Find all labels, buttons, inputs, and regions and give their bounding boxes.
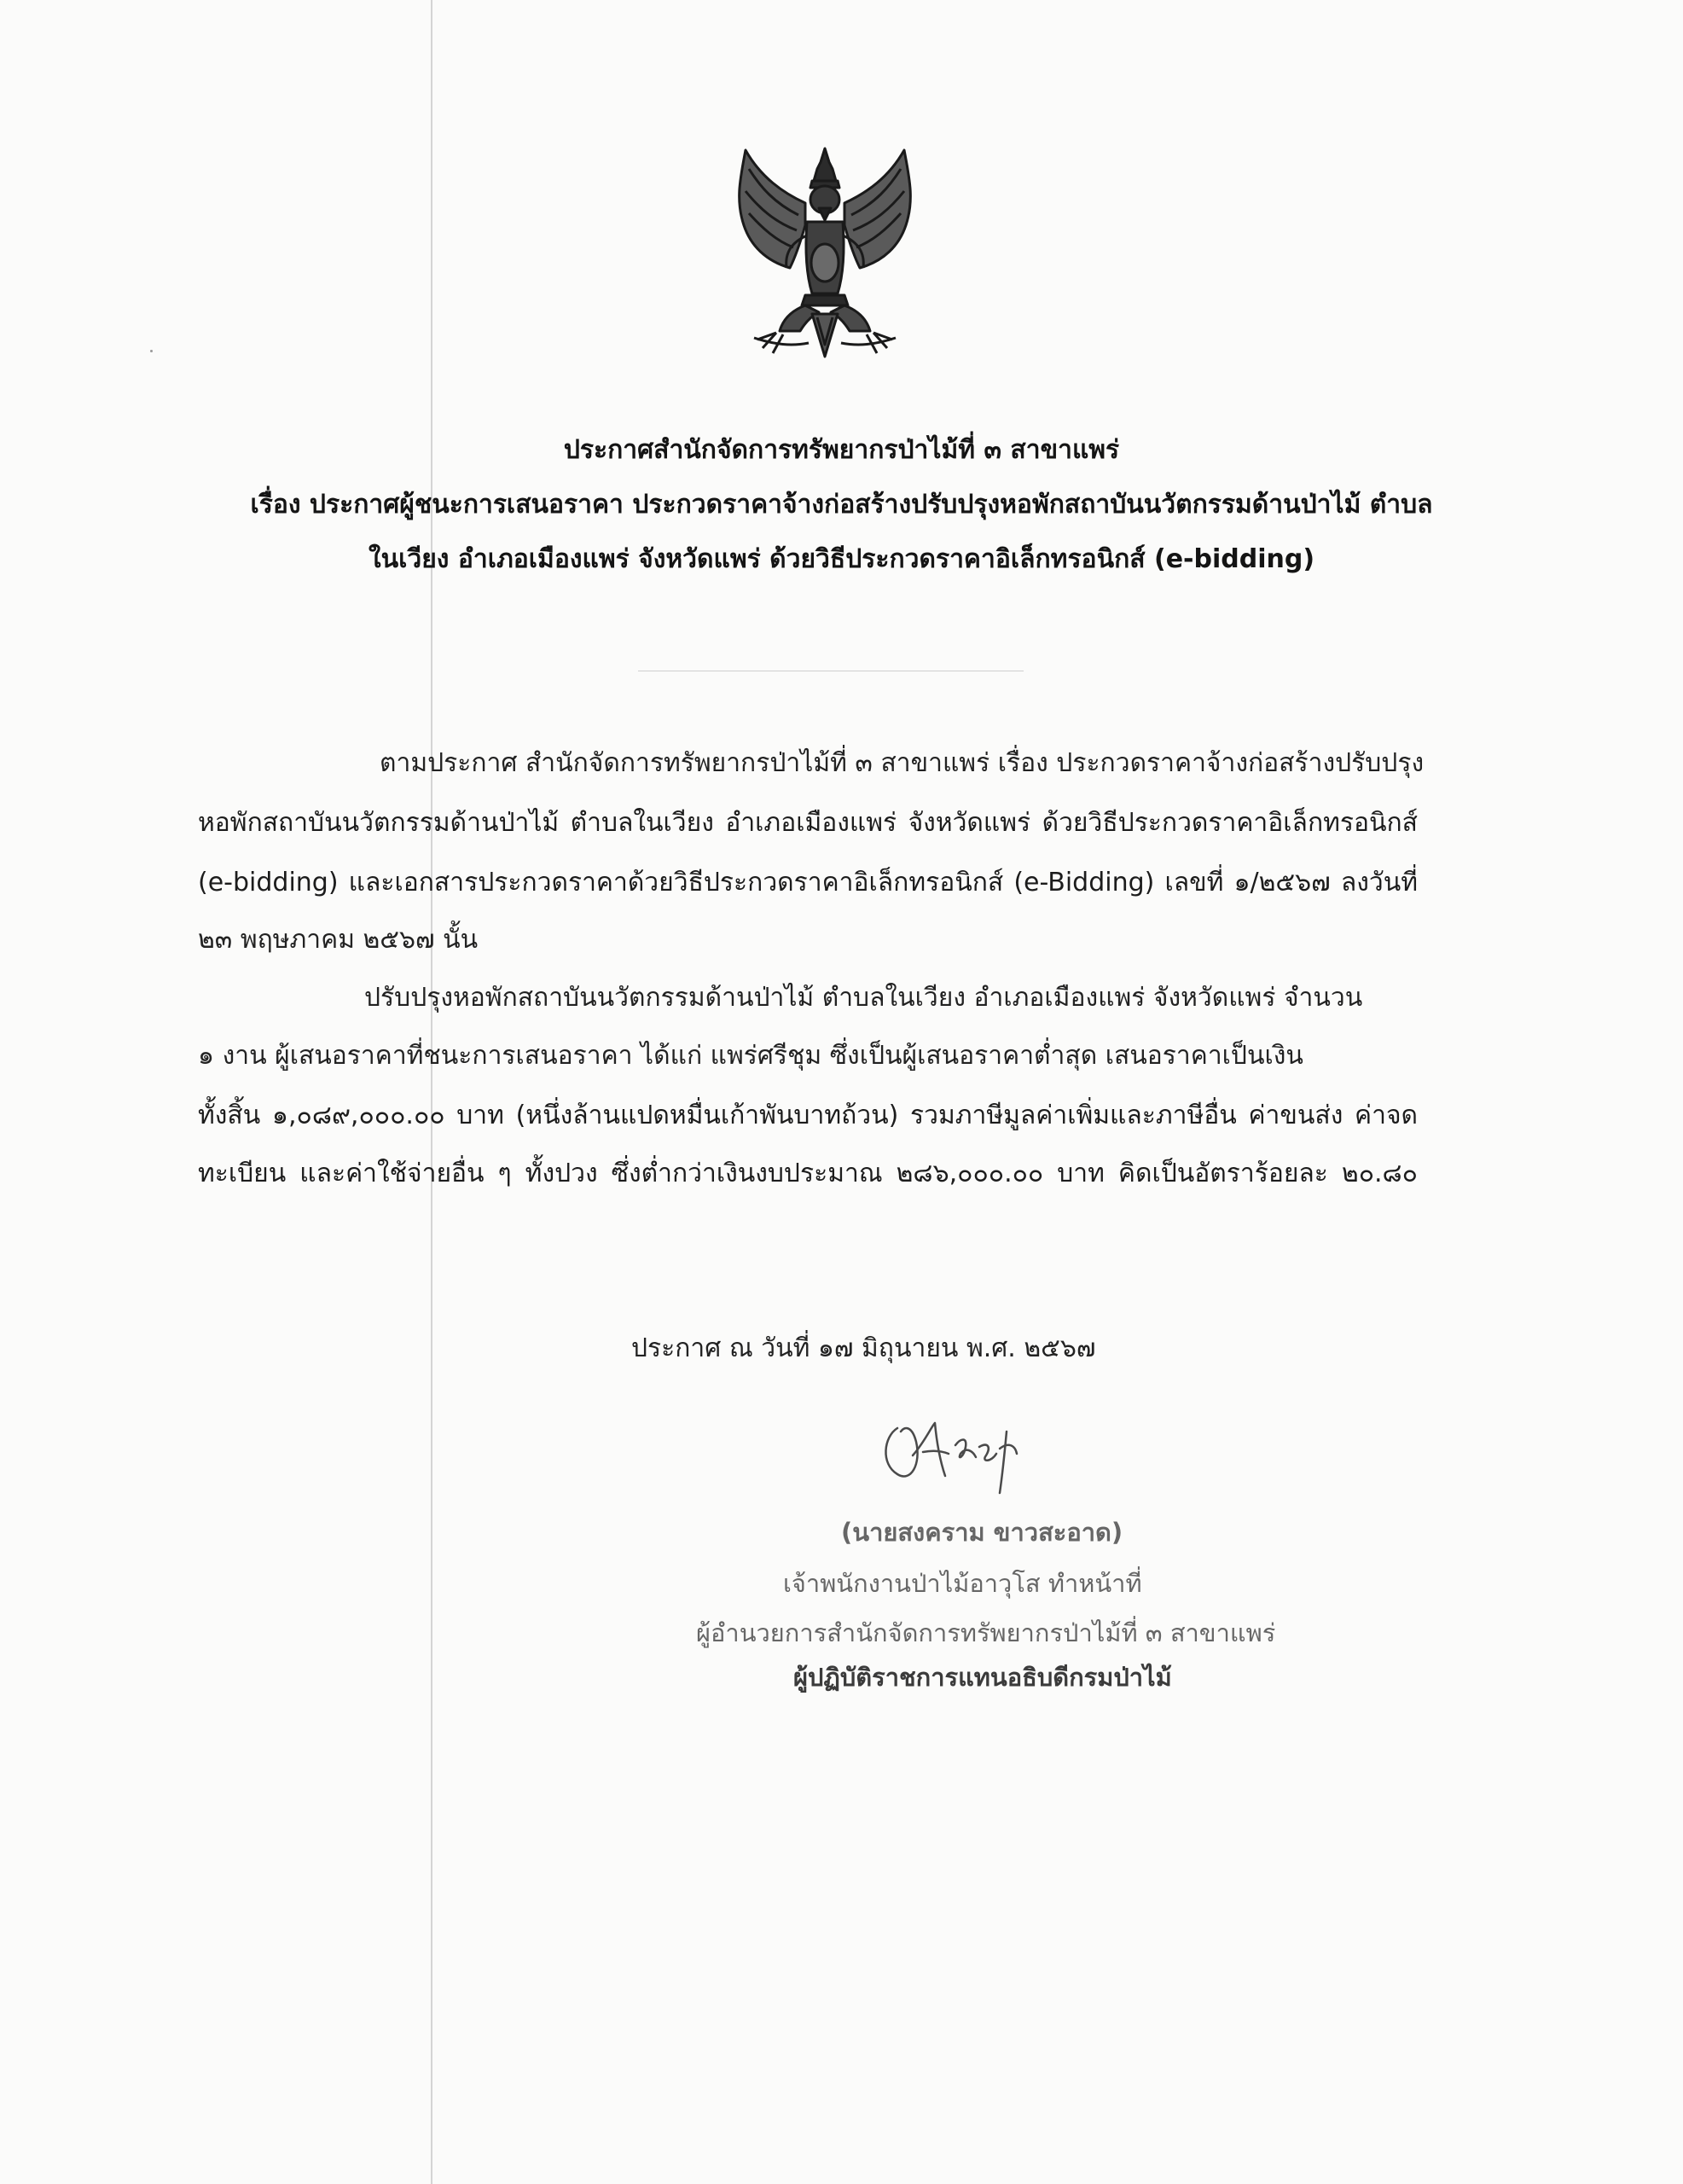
paragraph-1-line-2: หอพักสถาบันนวัตกรรมด้านป่าไม้ ตำบลในเวียง อำเภอเมืองแพร่ จังหวัดแพร่ ด้วยวิธีประกวดราคาอิเล็กทรอนิกส์	[198, 808, 1418, 838]
signer-role: ผู้อำนวยการสำนักจัดการทรัพยากรป่าไม้ที่ ๓ สาขาแพร่	[696, 1618, 1276, 1647]
paragraph-2-line-3-wrap	[198, 1103, 1418, 1129]
paragraph-2-line-2: ๑ งาน ผู้เสนอราคาที่ชนะการเสนอราคา ได้แก่ แพร่ศรีชุม ซึ่งเป็นผู้เสนอราคาต่ำสุด เสนอราคาเป็นเงิน	[198, 1041, 1303, 1071]
announcement-title: ประกาศสำนักจัดการทรัพยากรป่าไม้ที่ ๓ สาขาแพร่	[563, 435, 1120, 465]
paragraph-1-line-1: ตามประกาศ สำนักจัดการทรัพยากรป่าไม้ที่ ๓ สาขาแพร่ เรื่อง ประกวดราคาจ้างก่อสร้างปรับปรุง	[380, 748, 1425, 778]
garuda-emblem-icon	[723, 143, 926, 367]
announcement-subject-continued: ในเวียง อำเภอเมืองแพร่ จังหวัดแพร่ ด้วยวิธีประกวดราคาอิเล็กทรอนิกส์ (e-bidding)	[368, 544, 1315, 574]
paragraph-2-line-4: ทะเบียน และค่าใช้จ่ายอื่น ๆ ทั้งปวง ซึ่งต่ำกว่าเงินงบประมาณ ๒๘๖,๐๐๐.๐๐ บาท คิดเป็นอัตราร้อยละ ๒๐.๘๐	[198, 1159, 1418, 1188]
paragraph-2-line-4-wrap	[198, 1161, 1418, 1187]
paragraph-2-line-3: ทั้งสิ้น ๑,๐๘๙,๐๐๐.๐๐ บาท (หนึ่งล้านแปดหมื่นเก้าพันบาทถ้วน) รวมภาษีมูลค่าเพิ่มและภาษีอื่น ค่าขนส่ง ค่าจด	[198, 1101, 1418, 1130]
signer-name: (นายสงคราม ขาวสะอาด)	[841, 1518, 1123, 1547]
signer-position: เจ้าพนักงานป่าไม้อาวุโส ทำหน้าที่	[783, 1569, 1142, 1598]
paragraph-1-line-4: ๒๓ พฤษภาคม ๒๕๖๗ นั้น	[198, 925, 479, 955]
paragraph-1-line-3: (e-bidding) และเอกสารประกวดราคาด้วยวิธีประกวดราคาอิเล็กทรอนิกส์ (e-Bidding) เลขที่ ๑/๒๕๖๗ ลงวันที่	[198, 868, 1418, 897]
paragraph-1-line-2-wrap	[198, 810, 1418, 836]
signer-acting-stamp: ผู้ปฏิบัติราชการแทนอธิบดีกรมป่าไม้	[793, 1663, 1172, 1692]
scan-fold-line	[431, 0, 432, 2184]
paragraph-1-line-3-wrap	[198, 870, 1418, 896]
announcement-subject: เรื่อง ประกาศผู้ชนะการเสนอราคา ประกวดราคาจ้างก่อสร้างปรับปรุงหอพักสถาบันนวัตกรรมด้านป่าไม้ ตำบล	[250, 490, 1433, 520]
announcement-date: ประกาศ ณ วันที่ ๑๗ มิถุนายน พ.ศ. ๒๕๖๗	[631, 1333, 1096, 1363]
paragraph-2-line-1: ปรับปรุงหอพักสถาบันนวัตกรรมด้านป่าไม้ ตำบลในเวียง อำเภอเมืองแพร่ จังหวัดแพร่ จำนวน	[364, 983, 1363, 1013]
scan-speck	[150, 350, 153, 352]
handwritten-signature	[872, 1408, 1111, 1502]
